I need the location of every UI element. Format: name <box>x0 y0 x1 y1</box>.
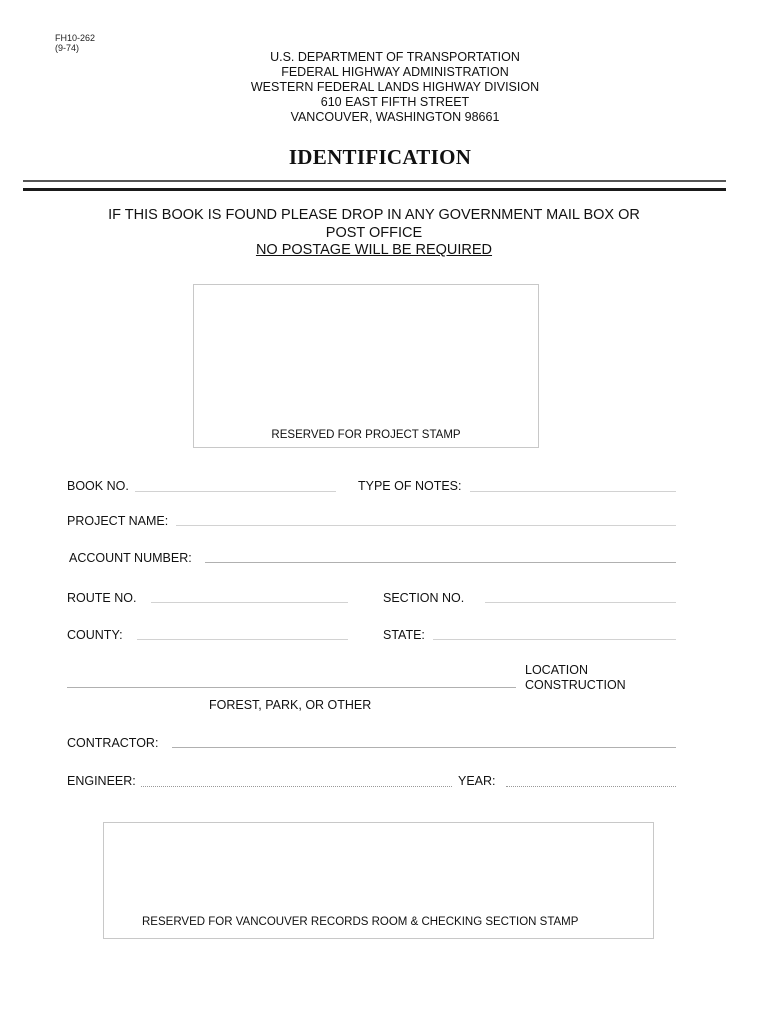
project-stamp-box[interactable] <box>193 284 539 448</box>
records-stamp-caption: RESERVED FOR VANCOUVER RECORDS ROOM & CHECKING SECTION STAMP <box>142 916 579 928</box>
forest-park-other-label: FOREST, PARK, OR OTHER <box>209 698 372 712</box>
section-no-label: SECTION NO. <box>383 591 465 605</box>
account-number-field[interactable] <box>205 562 676 563</box>
contractor-field[interactable] <box>172 747 676 748</box>
construction-label: CONSTRUCTION <box>525 678 626 692</box>
header-line: VANCOUVER, WASHINGTON 98661 <box>290 110 500 124</box>
engineer-field[interactable] <box>141 786 452 787</box>
section-no-field[interactable] <box>485 602 676 603</box>
page-title: IDENTIFICATION <box>288 145 472 169</box>
county-field[interactable] <box>137 639 348 640</box>
forest-park-other-field[interactable] <box>67 687 516 688</box>
state-label: STATE: <box>383 628 425 642</box>
header-line: FEDERAL HIGHWAY ADMINISTRATION <box>281 65 509 79</box>
contractor-label: CONTRACTOR: <box>67 736 159 750</box>
county-label: COUNTY: <box>67 628 123 642</box>
engineer-label: ENGINEER: <box>67 774 136 788</box>
project-stamp-caption: RESERVED FOR PROJECT STAMP <box>271 429 461 441</box>
divider-thick <box>23 188 726 191</box>
header-line: 610 EAST FIFTH STREET <box>320 95 470 109</box>
form-revision: (9-74) <box>55 43 80 53</box>
book-no-label: BOOK NO. <box>67 479 129 493</box>
divider-thin <box>23 180 726 182</box>
location-label: LOCATION <box>525 663 588 677</box>
form-number: FH10-262 <box>55 33 96 43</box>
return-notice <box>0 207 748 260</box>
year-label: YEAR: <box>458 774 496 788</box>
type-of-notes-label: TYPE OF NOTES: <box>358 479 462 493</box>
year-field[interactable] <box>506 786 676 787</box>
records-stamp-box[interactable] <box>103 822 654 939</box>
header-line: U.S. DEPARTMENT OF TRANSPORTATION <box>270 50 520 64</box>
agency-header <box>0 50 770 125</box>
location-construction-label <box>525 663 626 693</box>
book-no-field[interactable] <box>135 491 336 492</box>
header-line: WESTERN FEDERAL LANDS HIGHWAY DIVISION <box>250 80 540 94</box>
project-name-field[interactable] <box>176 525 676 526</box>
route-no-label: ROUTE NO. <box>67 591 137 605</box>
no-postage-notice: NO POSTAGE WILL BE REQUIRED <box>255 242 493 258</box>
account-number-label: ACCOUNT NUMBER: <box>69 551 192 565</box>
type-of-notes-field[interactable] <box>470 491 676 492</box>
notice-line: POST OFFICE <box>325 224 423 241</box>
route-no-field[interactable] <box>151 602 348 603</box>
notice-line: IF THIS BOOK IS FOUND PLEASE DROP IN ANY GOVERNMENT MAIL BOX OR <box>108 207 640 223</box>
project-name-label: PROJECT NAME: <box>67 514 169 528</box>
state-field[interactable] <box>433 639 676 640</box>
